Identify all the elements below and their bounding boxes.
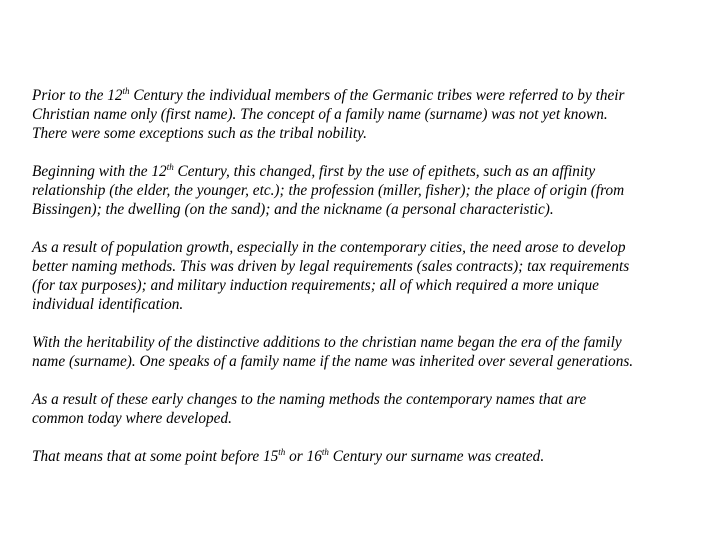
superscript: th	[122, 86, 130, 96]
paragraph-1	[32, 86, 692, 143]
text-line: With the heritability of the distinctive additions to the christian name began the era of the family	[32, 334, 622, 351]
text-line: Christian name only (first name). The concept of a family name (surname) was not yet known.	[32, 106, 608, 123]
text-line	[32, 162, 692, 181]
paragraph-5	[32, 390, 692, 428]
text-line: Bissingen); the dwelling (on the sand); and the nickname (a personal characteristic).	[32, 201, 554, 218]
text-line	[32, 447, 692, 466]
superscript: th	[278, 447, 286, 457]
body-text	[32, 86, 692, 485]
superscript: th	[166, 162, 174, 172]
text-run: Century the individual members of the Germanic tribes were referred to by their	[129, 87, 625, 104]
text-line: (for tax purposes); and military induction requirements; all of which required a more unique	[32, 277, 599, 294]
text-line: better naming methods. This was driven by legal requirements (sales contracts); tax requirements	[32, 258, 630, 275]
text-line: common today where developed.	[32, 410, 232, 427]
superscript: th	[321, 447, 329, 457]
text-line: name (surname). One speaks of a family name if the name was inherited over several generations.	[32, 353, 634, 370]
text-line: relationship (the elder, the younger, etc.); the profession (miller, fisher); the place of origin (from	[32, 182, 625, 199]
text-run: Century, this changed, first by the use of epithets, such as an affinity	[173, 163, 596, 180]
paragraph-4	[32, 333, 692, 371]
text-line: As a result of these early changes to the naming methods the contemporary names that are	[32, 391, 587, 408]
paragraph-2	[32, 162, 692, 219]
text-run: Beginning with the 12	[32, 163, 167, 180]
text-run: Prior to the 12	[32, 87, 123, 104]
text-run: That means that at some point before 15	[32, 448, 279, 465]
text-run: Century our surname was created.	[328, 448, 545, 465]
paragraph-3	[32, 238, 692, 314]
text-line: individual identification.	[32, 296, 184, 313]
text-line: There were some exceptions such as the tribal nobility.	[32, 125, 367, 142]
text-run: or 16	[285, 448, 322, 465]
text-line	[32, 86, 692, 105]
text-line: As a result of population growth, especially in the contemporary cities, the need arose to develop	[32, 239, 626, 256]
paragraph-6	[32, 447, 692, 466]
